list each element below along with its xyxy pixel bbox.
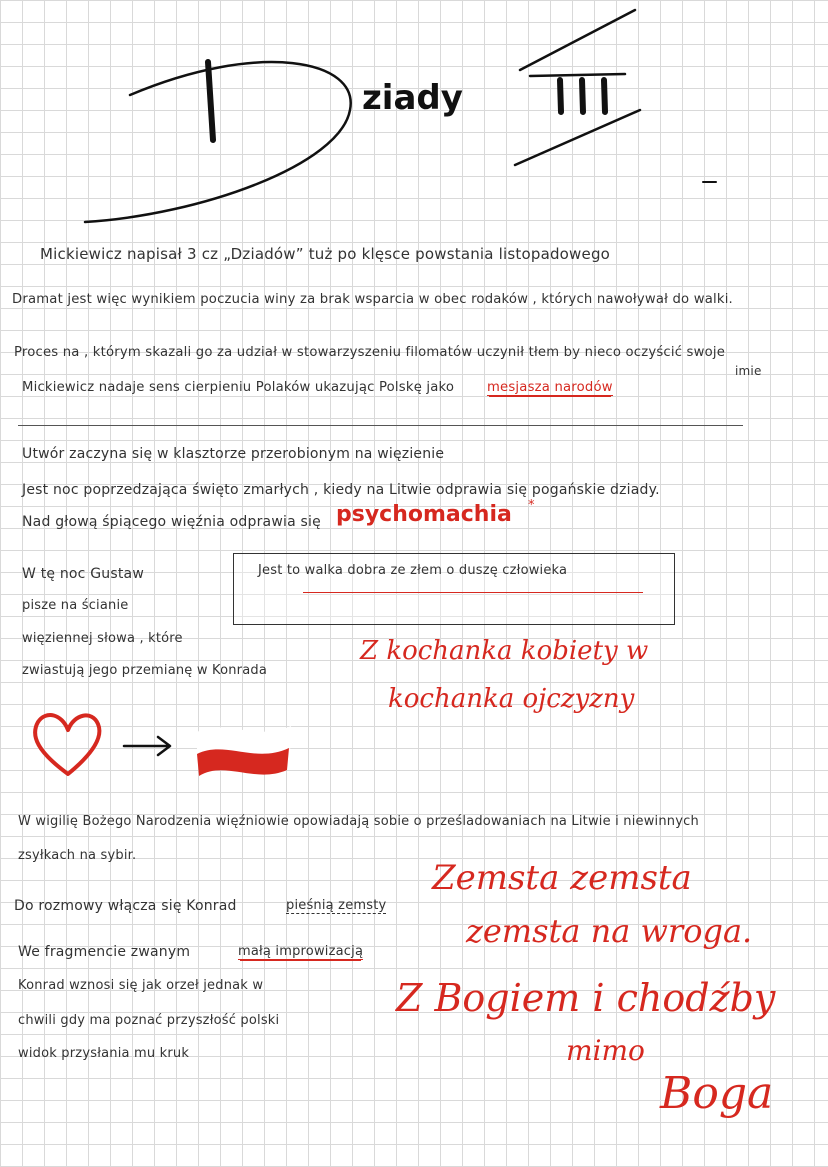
title-numeral-bar-top <box>530 74 625 76</box>
title-slash-bottom <box>515 110 640 165</box>
title-numeral-i1 <box>560 80 561 112</box>
intro-line-4: Mickiewicz nadaje sens cierpieniu Polaków ukazując Polskę jako <box>22 380 455 395</box>
heart-icon <box>28 710 108 780</box>
section3-line-4: We fragmencie zwanym <box>18 944 191 960</box>
title-numeral-i3 <box>604 80 605 112</box>
title-graphic <box>0 0 828 240</box>
definition-underline <box>303 592 643 593</box>
section3-line-6: chwili gdy ma poznać przyszłość polski <box>18 1013 280 1028</box>
definition-text: Jest to walka dobra ze złem o duszę człowieka <box>258 563 568 578</box>
section3-line-3: Do rozmowy włącza się Konrad <box>14 898 237 914</box>
revenge-line-2: zemsta na wroga. <box>466 912 753 950</box>
title-word: ziady <box>362 78 463 118</box>
section3-song: pieśnią zemsty <box>286 898 387 913</box>
title-slash-top <box>520 10 635 70</box>
section3-line-7: widok przysłania mu kruk <box>18 1046 190 1061</box>
red-phrase-1: Z kochanka kobiety w <box>360 636 649 666</box>
section3-line-5: Konrad wznosi się jak orzeł jednak w <box>18 978 264 993</box>
psychomachia-term: psychomachia <box>336 502 512 527</box>
section2-line-3: Nad głową śpiącego więźnia odprawia się <box>22 514 321 530</box>
star-mark: * <box>528 498 535 513</box>
revenge-line-5: Boga <box>660 1068 774 1119</box>
intro-line-2: Dramat jest więc wynikiem poczucia winy za brak wsparcia w obec rodaków , których nawoływał do walki. <box>12 292 733 307</box>
revenge-line-3: Z Bogiem i chodźby <box>396 976 776 1020</box>
section2-left-2: pisze na ścianie <box>22 598 129 613</box>
section3-improvisation: małą improwizacją <box>238 944 364 959</box>
intro-line-3-wrap: imie <box>735 364 762 378</box>
section2-left-3: więziennej słowa , które <box>22 631 183 646</box>
revenge-line-4: mimo <box>566 1034 645 1067</box>
red-phrase-2: kochanka ojczyzny <box>388 684 635 714</box>
revenge-line-1: Zemsta zemsta <box>432 858 692 898</box>
section3-line-2: zsyłkach na sybir. <box>18 848 137 863</box>
section3-line-1: W wigilię Bożego Narodzenia więźniowie opowiadają sobie o prześladowaniach na Litwie i niewinnych <box>18 814 699 829</box>
section2-left-4: zwiastują jego przemianę w Konrada <box>22 663 267 678</box>
title-numeral-i2 <box>582 80 583 112</box>
section-divider <box>18 425 743 426</box>
intro-highlight: mesjasza narodów <box>487 380 613 395</box>
arrow-right-icon <box>122 733 174 759</box>
title-d-arc <box>85 62 351 222</box>
title-d-stem <box>208 62 213 140</box>
section2-line-1: Utwór zaczyna się w klasztorze przerobionym na więzienie <box>22 446 445 462</box>
intro-line-1: Mickiewicz napisał 3 cz „Dziadów” tuż po klęsce powstania listopadowego <box>40 245 611 263</box>
polish-flag-icon <box>195 712 295 780</box>
section2-line-2: Jest noc poprzedzająca święto zmarłych , kiedy na Litwie odprawia się pogańskie dziady. <box>22 482 660 498</box>
intro-line-3: Proces na , którym skazali go za udział w stowarzyszeniu filomatów uczynił tłem by nieco oczyścić swoje <box>14 345 726 360</box>
section2-left-1: W tę noc Gustaw <box>22 566 144 582</box>
